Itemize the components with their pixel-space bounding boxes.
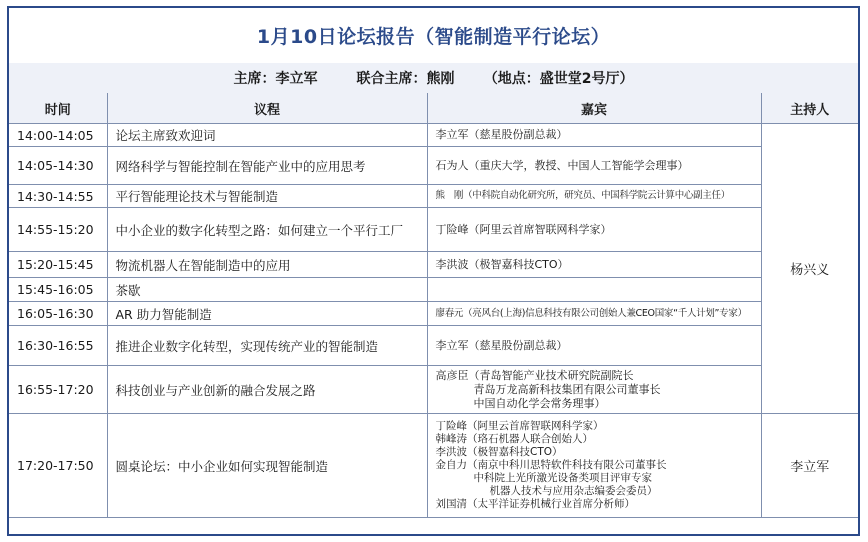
row-time: 14:05-14:30 [9, 147, 107, 185]
header-guest: 嘉宾 [427, 93, 761, 124]
row-time: 14:30-14:55 [9, 185, 107, 208]
guest-line: 韩峰涛（珞石机器人联合创始人） [435, 433, 593, 445]
table-row [9, 208, 858, 252]
table-header-row [9, 93, 858, 124]
row-guest: 李洪波（极智嘉科技CTO） [427, 252, 761, 278]
venue-text: （地点：盛世堂2号厅） [483, 71, 634, 87]
table-row [9, 302, 858, 326]
row-time: 15:20-15:45 [9, 252, 107, 278]
table-row [9, 185, 858, 208]
row-time: 15:45-16:05 [9, 278, 107, 302]
chair-info-row [9, 63, 858, 94]
row-topic: 中小企业的数字化转型之路：如何建立一个平行工厂 [107, 208, 427, 252]
agenda-table [9, 93, 858, 518]
row-guest-multi [427, 414, 761, 518]
table-row [9, 278, 858, 302]
spacer [318, 70, 357, 86]
guest-line: 高彦臣（青岛智能产业技术研究院副院长 [435, 368, 634, 382]
row-topic: 平行智能理论技术与智能制造 [107, 185, 427, 208]
table-row [9, 124, 858, 147]
row-time: 16:30-16:55 [9, 326, 107, 366]
agenda-title-row [9, 8, 858, 64]
header-host: 主持人 [761, 93, 858, 124]
row-guest-empty [427, 278, 761, 302]
guest-line: 中国自动化学会常务理事） [473, 396, 606, 410]
row-guest-multi [427, 366, 761, 414]
co-chair-text: 联合主席：熊刚 [356, 71, 455, 87]
row-time: 14:00-14:05 [9, 124, 107, 147]
row-topic: 网络科学与智能控制在智能产业中的应用思考 [107, 147, 427, 185]
row-topic: 物流机器人在智能制造中的应用 [107, 252, 427, 278]
guest-line: 李洪波（极智嘉科技CTO） [435, 446, 563, 458]
guest-line: 丁险峰（阿里云首席智联网科学家） [435, 420, 604, 432]
row-topic: 科技创业与产业创新的融合发展之路 [107, 366, 427, 414]
row-topic: 圆桌论坛：中小企业如何实现智能制造 [107, 414, 427, 518]
agenda-frame [7, 6, 860, 536]
row-time: 17:20-17:50 [9, 414, 107, 518]
row-time: 16:05-16:30 [9, 302, 107, 326]
row-topic: 论坛主席致欢迎词 [107, 124, 427, 147]
host-main: 杨兴义 [761, 124, 858, 414]
row-guest: 石为人（重庆大学，教授、中国人工智能学会理事） [427, 147, 761, 185]
spacer [455, 70, 484, 86]
header-time: 时间 [9, 93, 107, 124]
table-row [9, 147, 858, 185]
host-roundtable: 李立军 [761, 414, 858, 518]
guest-line: 刘国清（太平洋证券机械行业首席分析师） [435, 498, 635, 510]
page-title: 1月10日论坛报告（智能制造平行论坛） [256, 26, 611, 48]
guest-line: 青岛万龙高新科技集团有限公司董事长 [473, 382, 661, 396]
table-row [9, 366, 858, 414]
chair-text: 主席：李立军 [233, 71, 318, 87]
row-guest: 丁险峰（阿里云首席智联网科学家） [427, 208, 761, 252]
guest-line: 机器人技术与应用杂志编委会委员） [489, 485, 658, 497]
table-row [9, 414, 858, 518]
guest-line: 金自力（南京中科川思特软件科技有限公司董事长 [435, 459, 667, 471]
table-row [9, 252, 858, 278]
row-topic: 茶歇 [107, 278, 427, 302]
row-time: 14:55-15:20 [9, 208, 107, 252]
row-topic: 推进企业数字化转型，实现传统产业的智能制造 [107, 326, 427, 366]
row-guest: 李立军（慈星股份副总裁） [427, 326, 761, 366]
row-guest: 熊 刚（中科院自动化研究所，研究员、中国科学院云计算中心副主任） [427, 185, 761, 208]
table-row [9, 326, 858, 366]
row-topic: AR 助力智能制造 [107, 302, 427, 326]
header-topic: 议程 [107, 93, 427, 124]
guest-line: 中科院上光所激光设备类项目评审专家 [473, 472, 652, 484]
row-guest: 李立军（慈星股份副总裁） [427, 124, 761, 147]
row-time: 16:55-17:20 [9, 366, 107, 414]
row-guest: 廖春元（亮风台(上海)信息科技有限公司创始人兼CEO国家“千人计划”专家） [427, 302, 761, 326]
